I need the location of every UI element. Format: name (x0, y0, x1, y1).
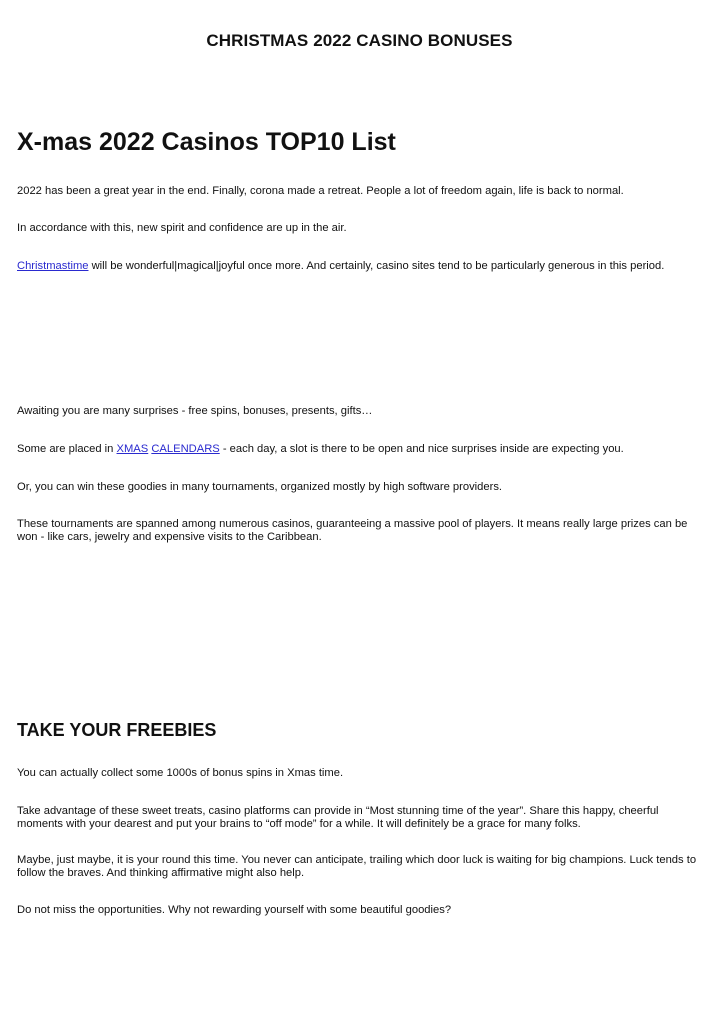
opportunities-paragraph: Do not miss the opportunities. Why not rewarding yourself with some beautiful goodies? (17, 904, 452, 916)
calendars-text-pre: Some are placed in (17, 443, 117, 455)
calendars-link[interactable]: CALENDARS (151, 443, 220, 455)
page-title: X-mas 2022 Casinos TOP10 List (17, 128, 396, 156)
section-heading-freebies: TAKE YOUR FREEBIES (17, 720, 217, 740)
page-header-title: CHRISTMAS 2022 CASINO BONUSES (206, 31, 513, 50)
xmas-link[interactable]: XMAS (116, 443, 149, 455)
christmastime-paragraph (17, 260, 707, 273)
surprises-paragraph: Awaiting you are many surprises - free spins, bonuses, presents, gifts… (17, 405, 373, 417)
spirit-paragraph: In accordance with this, new spirit and confidence are up in the air. (17, 222, 347, 234)
luck-paragraph: Maybe, just maybe, it is your round this time. You never can anticipate, trailing which door luck is waiting for big champions. Luck tends to follow the braves. And thinking affirmative might also help. (17, 854, 697, 879)
calendars-text-post: - each day, a slot is there to be open and nice surprises inside are expecting you. (219, 443, 624, 455)
bonus-spins-paragraph: You can actually collect some 1000s of bonus spins in Xmas time. (17, 767, 344, 779)
intro-paragraph: 2022 has been a great year in the end. Finally, corona made a retreat. People a lot of freedom again, life is back to normal. (17, 185, 624, 197)
christmastime-link[interactable]: Christmastime (17, 260, 89, 272)
sweet-treats-paragraph: Take advantage of these sweet treats, casino platforms can provide in “Most stunning time of the year”. Share this happy, cheerful moments with your dearest and put your brains to “off mode” for a while. It will definitely be a grace for many folks. (17, 805, 659, 830)
prizes-paragraph: These tournaments are spanned among numerous casinos, guaranteeing a massive pool of players. It means really large prizes can be won - like cars, jewelry and expensive visits to the Caribbean. (17, 518, 688, 543)
tournaments-paragraph: Or, you can win these goodies in many tournaments, organized mostly by high software providers. (17, 481, 503, 493)
calendars-paragraph (17, 443, 707, 456)
christmastime-text: will be wonderful|magical|joyful once more. And certainly, casino sites tend to be particularly generous in this period. (88, 260, 665, 272)
